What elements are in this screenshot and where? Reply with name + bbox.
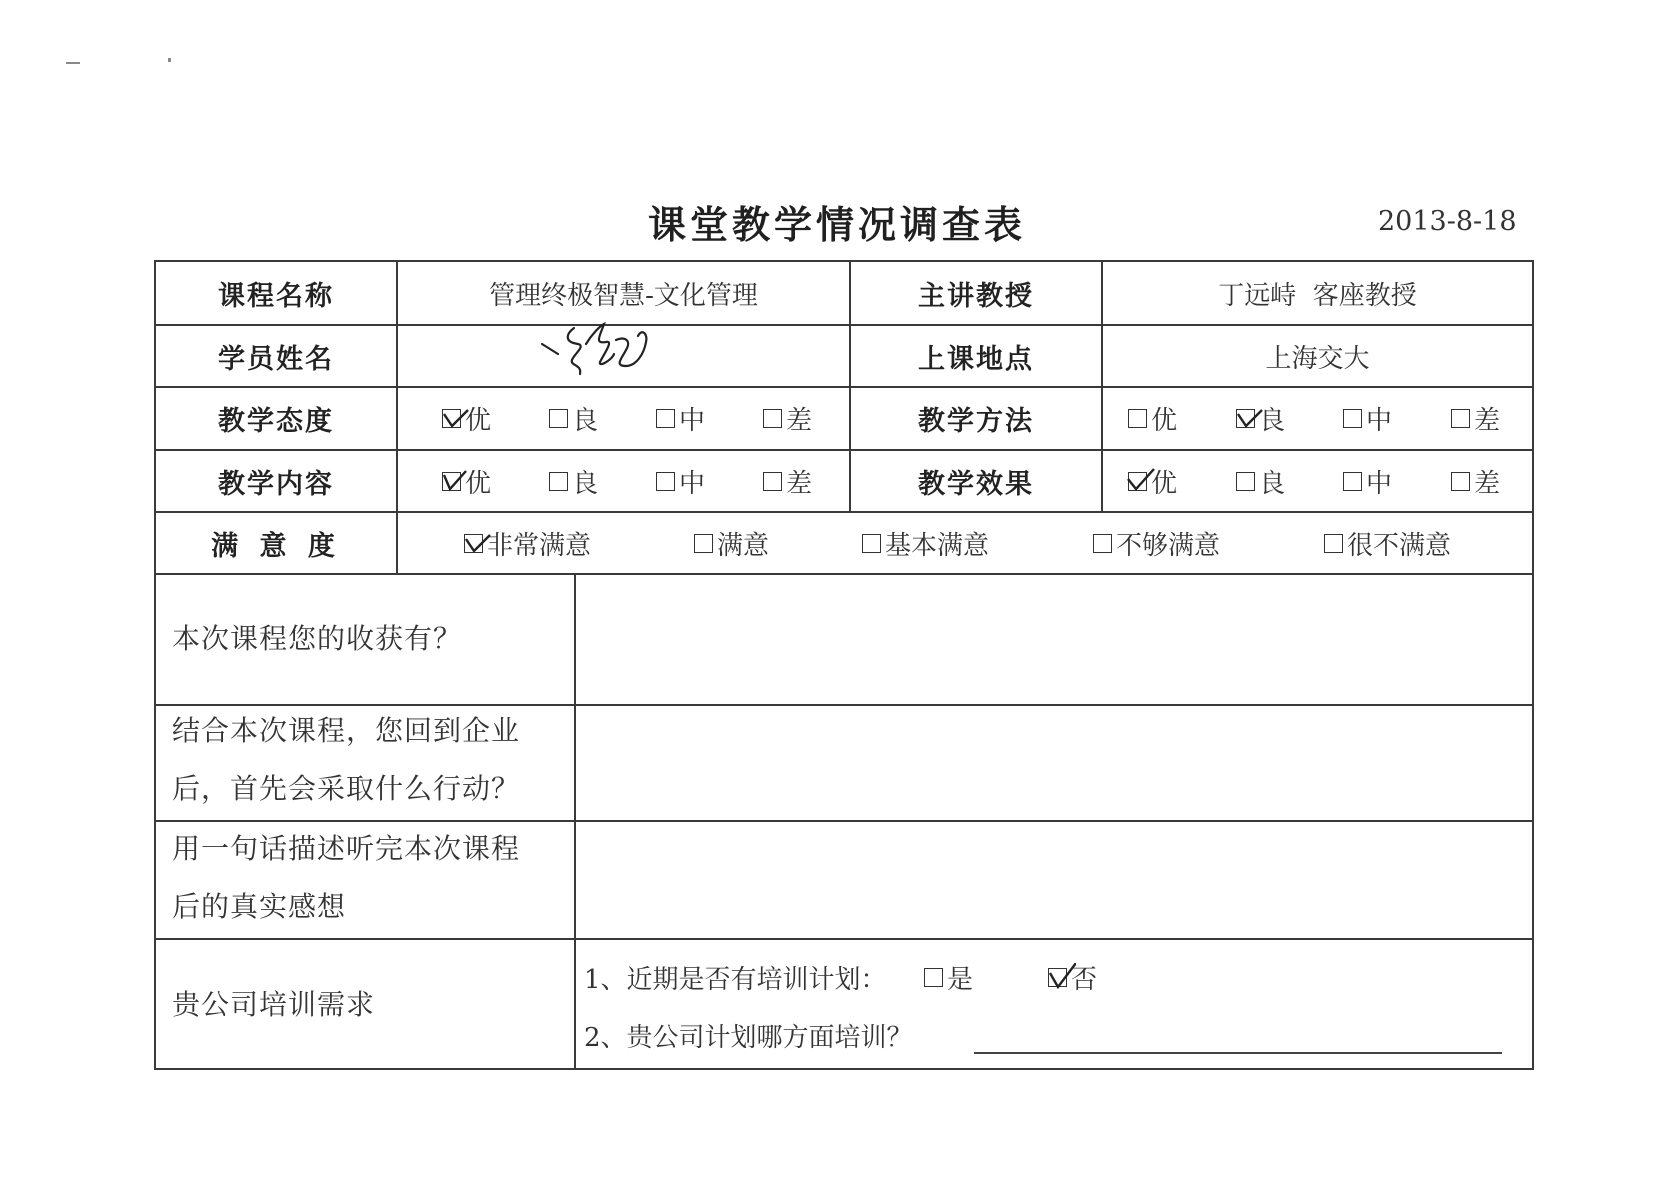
option-label: 优 <box>465 406 492 436</box>
training-area-question <box>584 1006 913 1064</box>
form-date: 2013-8-18 <box>1378 206 1517 237</box>
handwritten-signature <box>534 314 664 386</box>
checkbox-checked[interactable] <box>1236 409 1255 428</box>
row-divider <box>156 938 1532 940</box>
option-label: 良 <box>572 406 599 436</box>
checkbox-checked[interactable] <box>442 472 461 491</box>
student-name-label: 学员姓名 <box>218 343 334 375</box>
option-label: 良 <box>1259 406 1286 436</box>
option-label: 中 <box>679 468 706 499</box>
content-option-excellent[interactable] <box>442 451 491 511</box>
content-option-poor[interactable] <box>763 451 812 511</box>
question-action-line2: 后，首先会采取什么行动？ <box>172 772 521 805</box>
checkbox[interactable] <box>656 472 675 491</box>
checkbox-checked[interactable] <box>464 534 483 553</box>
option-label: 不够满意 <box>1116 530 1221 561</box>
method-option-poor[interactable] <box>1451 388 1500 449</box>
satisfaction-option-not-enough[interactable] <box>1093 513 1220 573</box>
attitude-option-excellent[interactable] <box>442 388 491 449</box>
attitude-option-good[interactable] <box>549 388 598 449</box>
method-option-excellent[interactable] <box>1128 388 1177 449</box>
answer-action-field[interactable] <box>576 706 1532 820</box>
checkbox[interactable] <box>1451 472 1470 491</box>
location-value[interactable]: 上海交大 <box>1265 343 1370 374</box>
effect-option-excellent[interactable] <box>1128 451 1177 511</box>
answer-impression-field[interactable] <box>576 822 1532 938</box>
question-impression-line1: 用一句话描述听完本次课程 <box>172 832 521 865</box>
option-label: 中 <box>1366 406 1393 436</box>
checkbox[interactable] <box>1324 534 1343 553</box>
option-label: 中 <box>679 406 706 436</box>
option-label: 中 <box>1366 468 1393 499</box>
checkbox[interactable] <box>763 409 782 428</box>
option-label: 优 <box>465 468 492 499</box>
attitude-option-average[interactable] <box>656 388 705 449</box>
checkbox[interactable] <box>1236 472 1255 491</box>
option-label: 良 <box>1259 468 1286 499</box>
satisfaction-option-very-dissatisfied[interactable] <box>1324 513 1451 573</box>
lecturer-label: 主讲教授 <box>918 280 1034 312</box>
question-impression-line2: 后的真实感想 <box>172 890 347 923</box>
satisfaction-option-basically-satisfied[interactable] <box>862 513 989 573</box>
checkbox-checked[interactable] <box>442 409 461 428</box>
teaching-effect-label: 教学效果 <box>918 468 1034 500</box>
satisfaction-label: 满 意 度 <box>211 530 341 562</box>
option-label: 良 <box>572 468 599 499</box>
lecturer-value[interactable]: 丁远峙 客座教授 <box>1218 280 1417 311</box>
teaching-method-label: 教学方法 <box>918 406 1034 437</box>
option-label: 优 <box>1151 468 1178 499</box>
option-label: 差 <box>786 468 813 499</box>
satisfaction-option-satisfied[interactable] <box>694 513 769 573</box>
option-label: 是 <box>947 964 974 995</box>
satisfaction-option-very-satisfied[interactable] <box>464 513 591 573</box>
training-plan-option-no[interactable] <box>1048 948 1097 1006</box>
survey-form <box>154 260 1534 1070</box>
course-name-value[interactable]: 管理终极智慧-文化管理 <box>489 280 758 311</box>
method-option-good[interactable] <box>1236 388 1285 449</box>
method-option-average[interactable] <box>1343 388 1392 449</box>
checkbox[interactable] <box>1128 409 1147 428</box>
teaching-attitude-label: 教学态度 <box>218 406 334 437</box>
training-area-answer-line[interactable] <box>974 1052 1502 1054</box>
scan-speck <box>168 58 171 62</box>
option-label: 差 <box>1474 406 1501 436</box>
option-label: 优 <box>1151 406 1178 436</box>
question-action-line1: 结合本次课程，您回到企业 <box>172 714 521 747</box>
training-plan-option-yes[interactable] <box>924 948 973 1006</box>
checkbox[interactable] <box>1451 409 1470 428</box>
content-option-average[interactable] <box>656 451 705 511</box>
option-label: 满意 <box>717 530 770 561</box>
option-label: 差 <box>786 406 813 436</box>
checkbox[interactable] <box>862 534 881 553</box>
checkbox[interactable] <box>924 968 943 987</box>
training-plan-question <box>584 948 887 1006</box>
checkbox[interactable] <box>549 409 568 428</box>
checkbox[interactable] <box>549 472 568 491</box>
checkbox[interactable] <box>656 409 675 428</box>
checkbox[interactable] <box>694 534 713 553</box>
checkbox[interactable] <box>1093 534 1112 553</box>
attitude-option-poor[interactable] <box>763 388 812 449</box>
option-label: 非常满意 <box>487 530 592 561</box>
effect-option-average[interactable] <box>1343 451 1392 511</box>
option-label: 很不满意 <box>1347 530 1452 561</box>
effect-option-poor[interactable] <box>1451 451 1500 511</box>
checkbox-checked[interactable] <box>1048 968 1067 987</box>
checkbox-checked[interactable] <box>1128 472 1147 491</box>
option-label: 否 <box>1071 964 1098 995</box>
content-option-good[interactable] <box>549 451 598 511</box>
form-title: 课堂教学情况调查表 <box>648 203 1027 247</box>
checkbox[interactable] <box>1343 472 1362 491</box>
training-plan-text: 1、近期是否有培训计划： <box>584 964 887 995</box>
location-label: 上课地点 <box>918 343 1034 375</box>
effect-option-good[interactable] <box>1236 451 1285 511</box>
question-gains: 本次课程您的收获有？ <box>172 622 463 655</box>
answer-gains-field[interactable] <box>576 575 1532 704</box>
option-label: 基本满意 <box>885 530 990 561</box>
checkbox[interactable] <box>763 472 782 491</box>
training-area-text: 2、贵公司计划哪方面培训？ <box>584 1022 913 1053</box>
option-label: 差 <box>1474 468 1501 499</box>
question-training-needs: 贵公司培训需求 <box>172 988 376 1021</box>
teaching-content-label: 教学内容 <box>218 468 334 500</box>
course-name-label: 课程名称 <box>218 280 334 312</box>
checkbox[interactable] <box>1343 409 1362 428</box>
scan-speck <box>66 62 80 64</box>
